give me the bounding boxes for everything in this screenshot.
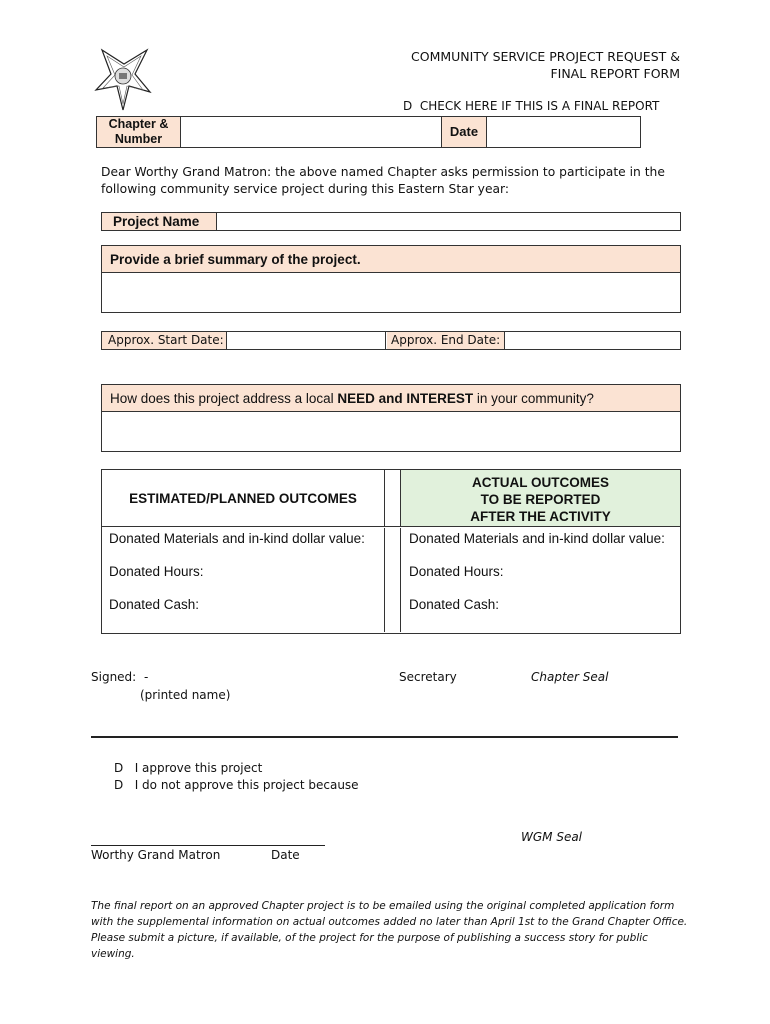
start-date-field[interactable] — [228, 332, 386, 349]
wgm-signature-line[interactable] — [91, 845, 325, 846]
project-name-row — [101, 212, 681, 231]
estimated-outcomes-header: ESTIMATED/PLANNED OUTCOMES — [102, 470, 385, 527]
outcomes-spacer-body — [385, 528, 401, 632]
footer-note: The final report on an approved Chapter project is to be emailed using the original completed application form with the supplemental information on actual outcomes added no later than April 1st to the Grand Chapter Office. Please submit a picture, if available, of the project for the purpose of publishing a success story for public viewing. — [91, 900, 688, 960]
estimated-cash-label: Donated Cash: — [109, 597, 200, 612]
form-title-line2: FINAL REPORT FORM — [550, 66, 680, 81]
summary-label: Provide a brief summary of the project. — [102, 246, 680, 273]
actual-header-line3: AFTER THE ACTIVITY — [470, 509, 611, 524]
wgm-date-label: Date — [271, 848, 300, 862]
disapprove-label: I do not approve this project because — [134, 778, 359, 792]
actual-header-line2: TO BE REPORTED — [480, 492, 601, 507]
date-label: Date — [441, 117, 487, 147]
approve-row[interactable] — [114, 761, 262, 775]
eastern-star-logo-icon — [94, 46, 152, 112]
wgm-seal-label: WGM Seal — [521, 830, 583, 844]
section-divider — [91, 736, 678, 738]
actual-hours-label: Donated Hours: — [409, 564, 504, 579]
need-label-bold: NEED and INTEREST — [337, 391, 474, 406]
end-date-label: Approx. End Date: — [387, 332, 505, 349]
outcomes-table — [101, 469, 681, 634]
actual-cash-label: Donated Cash: — [409, 597, 500, 612]
estimated-hours-label: Donated Hours: — [109, 564, 204, 579]
signed-mark: - — [144, 670, 149, 684]
project-name-field[interactable] — [218, 213, 680, 230]
chapter-seal-label: Chapter Seal — [531, 670, 609, 684]
actual-header-line1: ACTUAL OUTCOMES — [472, 475, 609, 490]
need-label-post: in your community? — [473, 391, 594, 406]
chapter-label-line2: Number — [114, 132, 163, 146]
end-date-field[interactable] — [506, 332, 680, 349]
actual-materials-label: Donated Materials and in-kind dollar value: — [409, 531, 665, 546]
signed-text: Signed: — [91, 670, 137, 684]
disapprove-checkbox[interactable]: D — [114, 778, 124, 792]
summary-field[interactable] — [102, 274, 680, 312]
chapter-number-field[interactable] — [182, 117, 440, 147]
need-label-pre: How does this project address a local — [110, 391, 338, 406]
summary-box — [101, 245, 681, 313]
need-interest-field[interactable] — [102, 413, 680, 451]
estimated-materials-label: Donated Materials and in-kind dollar value: — [109, 531, 365, 546]
estimated-outcomes-column[interactable] — [102, 528, 385, 632]
secretary-label: Secretary — [399, 670, 457, 684]
final-report-checkbox-row[interactable] — [403, 99, 659, 113]
date-field[interactable] — [488, 117, 640, 147]
signed-label — [91, 670, 148, 684]
chapter-number-label — [97, 117, 181, 147]
approve-checkbox[interactable]: D — [114, 761, 124, 775]
disapprove-row[interactable] — [114, 778, 359, 792]
dates-row — [101, 331, 681, 350]
project-name-label: Project Name — [102, 213, 217, 230]
chapter-label-line1: Chapter & — [108, 117, 169, 131]
approve-label: I approve this project — [134, 761, 263, 775]
actual-outcomes-header — [401, 470, 680, 527]
final-report-checkbox[interactable]: D — [403, 99, 413, 113]
printed-name-label: (printed name) — [140, 688, 231, 702]
chapter-row — [96, 116, 641, 148]
worthy-grand-matron-label: Worthy Grand Matron — [91, 848, 221, 862]
form-title-line1: COMMUNITY SERVICE PROJECT REQUEST & — [411, 49, 680, 64]
actual-outcomes-column[interactable] — [401, 528, 680, 632]
intro-paragraph: Dear Worthy Grand Matron: the above named Chapter asks permission to participate in the following community service project during this Eastern Star year: — [101, 165, 665, 196]
need-interest-box — [101, 384, 681, 452]
form-title — [411, 48, 680, 82]
start-date-label: Approx. Start Date: — [102, 332, 227, 349]
outcomes-spacer — [385, 470, 401, 527]
final-report-label: CHECK HERE IF THIS IS A FINAL REPORT — [419, 99, 660, 113]
need-interest-label — [102, 385, 680, 412]
